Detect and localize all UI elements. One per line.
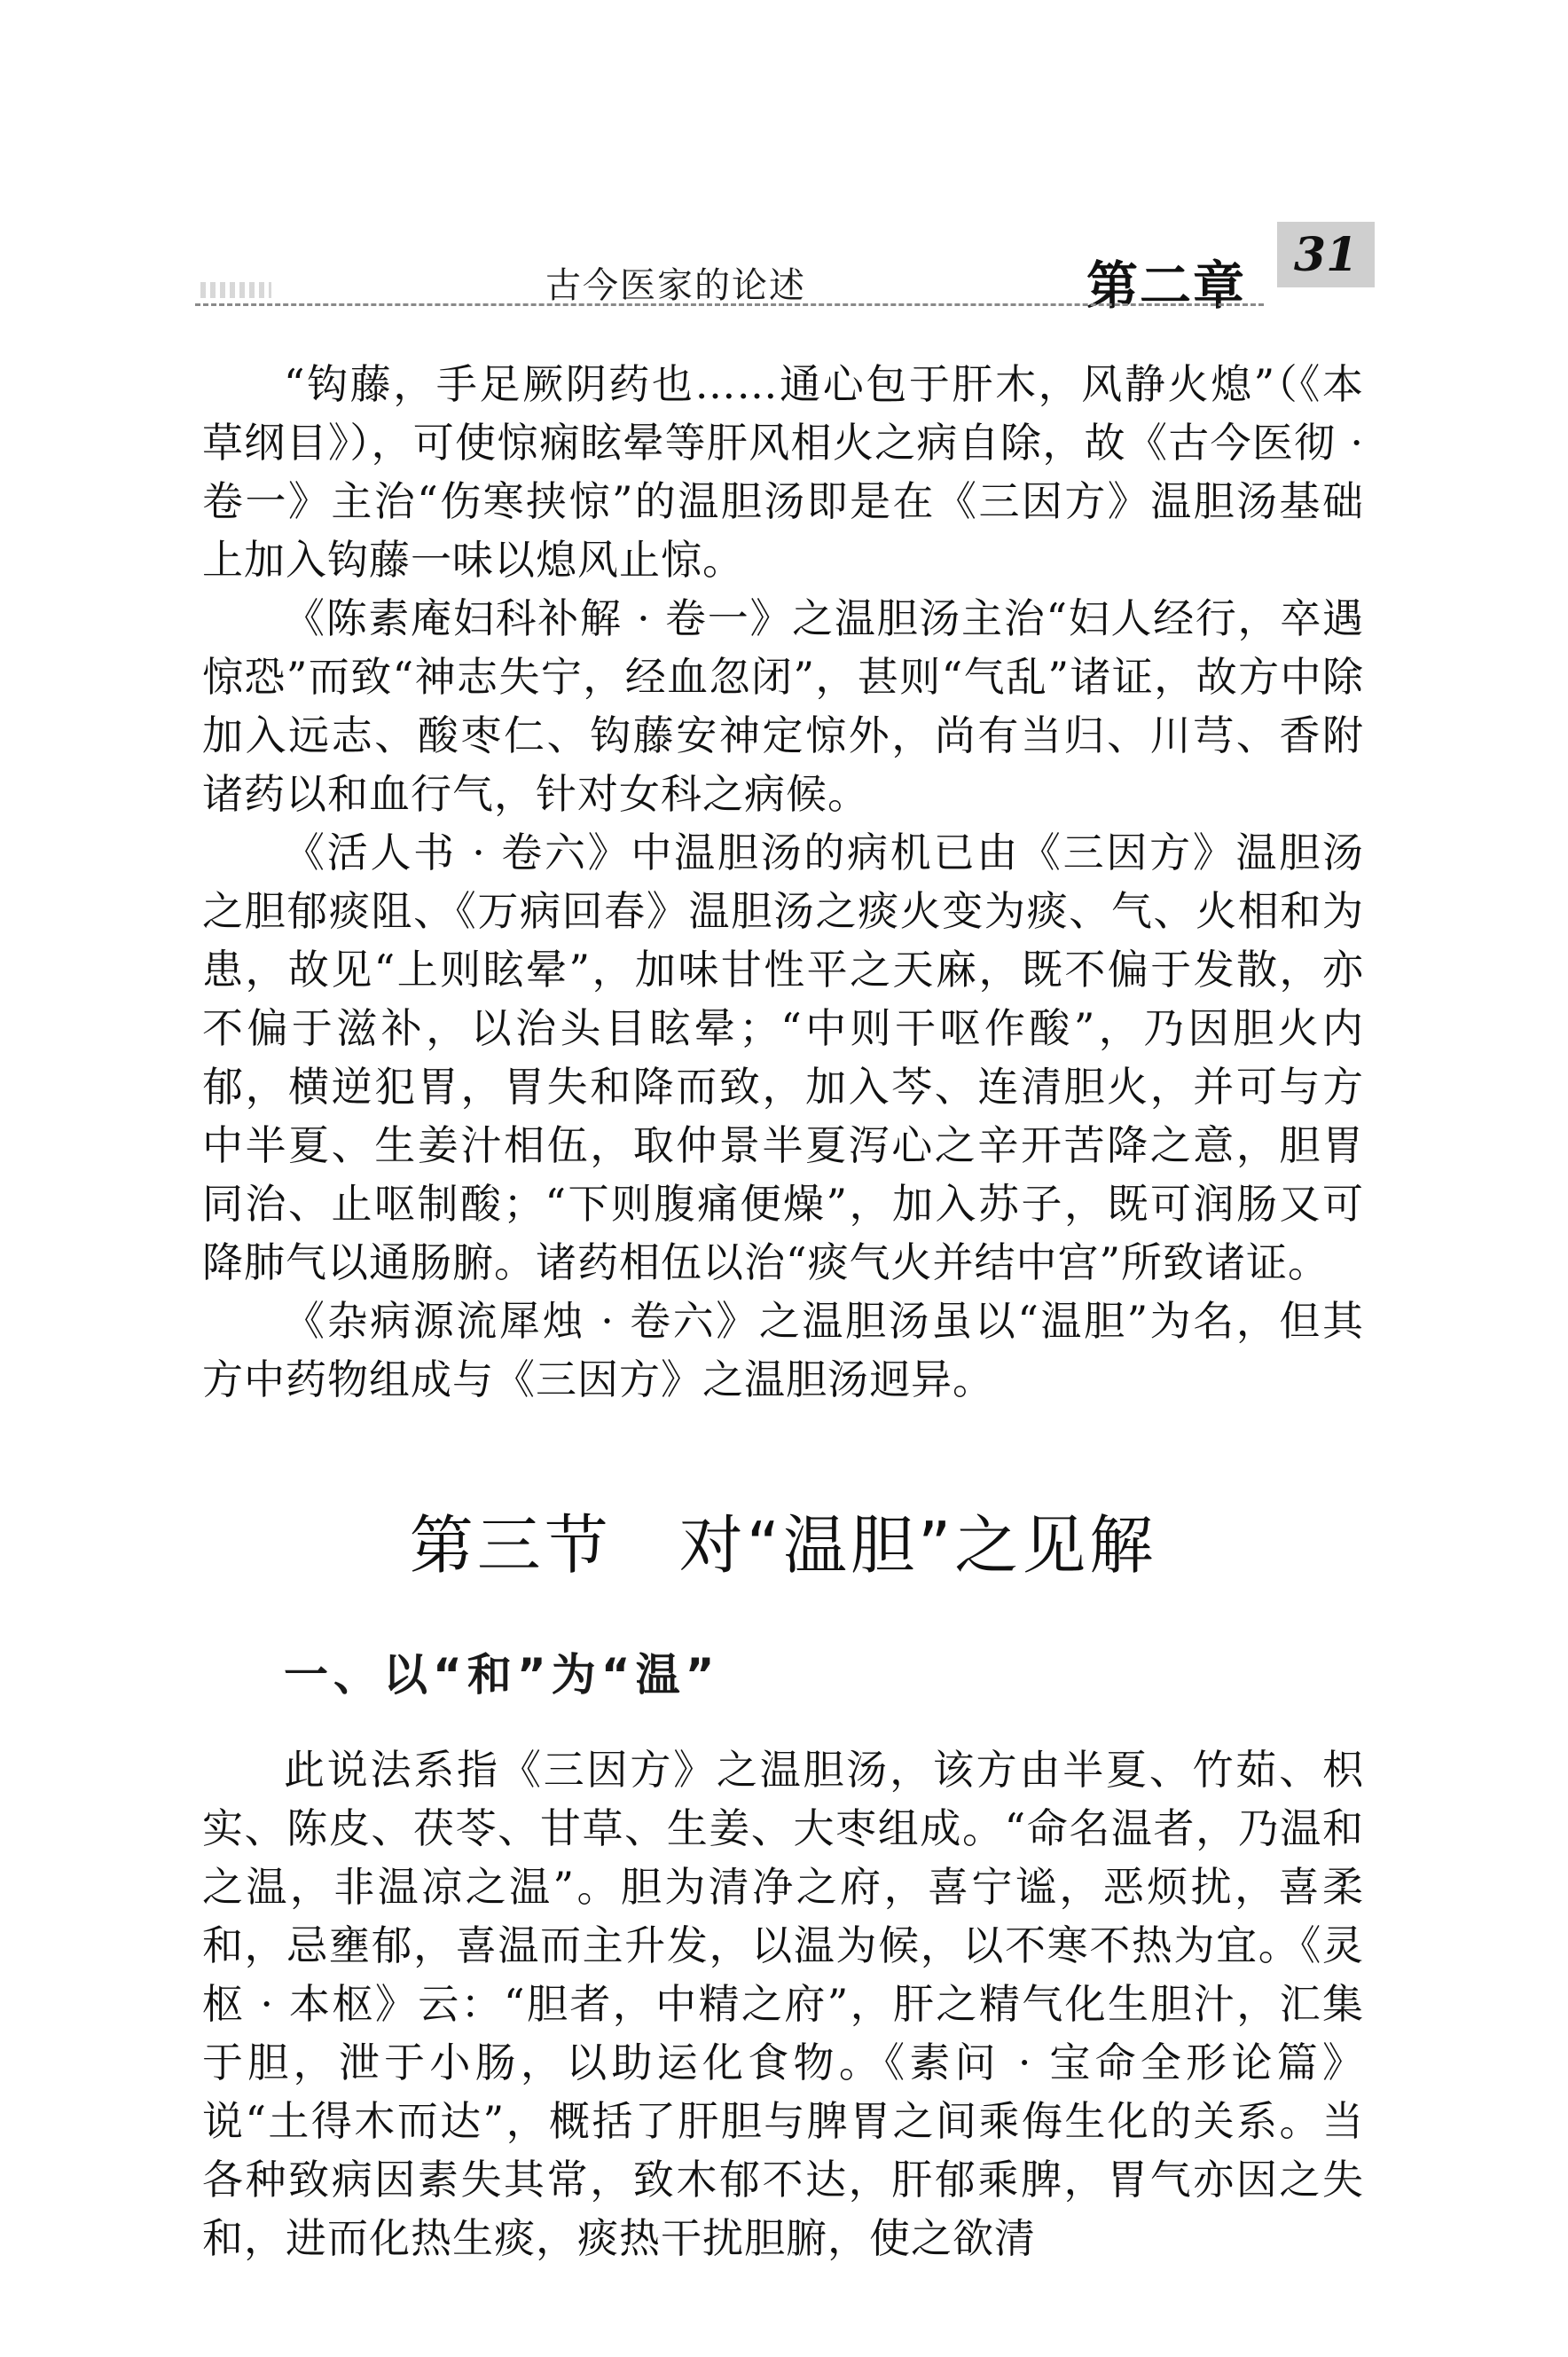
running-title: 古今医家的论述 bbox=[545, 265, 806, 306]
page-number: 31 bbox=[1293, 227, 1359, 282]
paragraph: 《杂病源流犀烛 · 卷六》之温胆汤虽以“温胆”为名，但其方中药物组成与《三因方》之温胆汤迥异。 bbox=[202, 1297, 1364, 1403]
page-header bbox=[195, 222, 1366, 319]
paragraph: 《活人书 · 卷六》中温胆汤的病机已由《三因方》温胆汤之胆郁痰阻、《万病回春》温胆汤之痰火变为痰、气、火相和为患，故见“上则眩晕”，加味甘性平之天麻，既不偏于发散，亦不偏于滋补，以治头目眩晕；“中则干呕作酸”，乃因胆火内郁，横逆犯胃，胃失和降而致，加入芩、连清胆火，并可与方中半夏、生姜汁相伍，取仲景半夏泻心之辛开苦降之意，胆胃同治、止呕制酸；“下则腹痛便燥”，加入苏子，既可润肠又可降肺气以通肠腑。诸药相伍以治“痰气火并结中宫”所致诸证。 bbox=[202, 829, 1364, 1286]
page-body bbox=[202, 355, 1364, 2267]
subsection-heading: 一、以“和”为“温” bbox=[284, 1649, 720, 1701]
header-rule bbox=[195, 303, 1264, 306]
paragraph: 《陈素庵妇科补解 · 卷一》之温胆汤主治“妇人经行，卒遇惊恐”而致“神志失宁，经血忽闭”，甚则“气乱”诸证，故方中除加入远志、酸枣仁、钩藤安神定惊外，尚有当归、川芎、香附诸药以和血行气，针对女科之病候。 bbox=[202, 594, 1364, 818]
header-scan-mark bbox=[200, 282, 271, 298]
section-heading: 第三节 对“温胆”之见解 bbox=[409, 1508, 1157, 1583]
page-number-box bbox=[1277, 222, 1375, 287]
paragraph: “钩藤，手足厥阴药也……通心包于肝木，风静火熄”（《本草纲目》），可使惊痫眩晕等肝风相火之病自除，故《古今医彻 · 卷一》主治“伤寒挟惊”的温胆汤即是在《三因方》温胆汤基础上加入钩藤一味以熄风止惊。 bbox=[202, 360, 1364, 584]
paragraph: 此说法系指《三因方》之温胆汤，该方由半夏、竹茹、枳实、陈皮、茯苓、甘草、生姜、大枣组成。“命名温者，乃温和之温，非温凉之温”。胆为清净之府，喜宁谧，恶烦扰，喜柔和，忌壅郁，喜温而主升发，以温为候，以不寒不热为宜。《灵枢 · 本枢》云：“胆者，中精之府”，肝之精气化生胆汁，汇集于胆，泄于小肠，以助运化食物。《素问 · 宝命全形论篇》说“土得木而达”，概括了肝胆与脾胃之间乘侮生化的关系。当各种致病因素失其常，致木郁不达，肝郁乘脾，胃气亦因之失和，进而化热生痰，痰热干扰胆腑，使之欲清 bbox=[202, 1746, 1364, 2262]
chapter-label: 第二章 bbox=[1086, 255, 1247, 316]
